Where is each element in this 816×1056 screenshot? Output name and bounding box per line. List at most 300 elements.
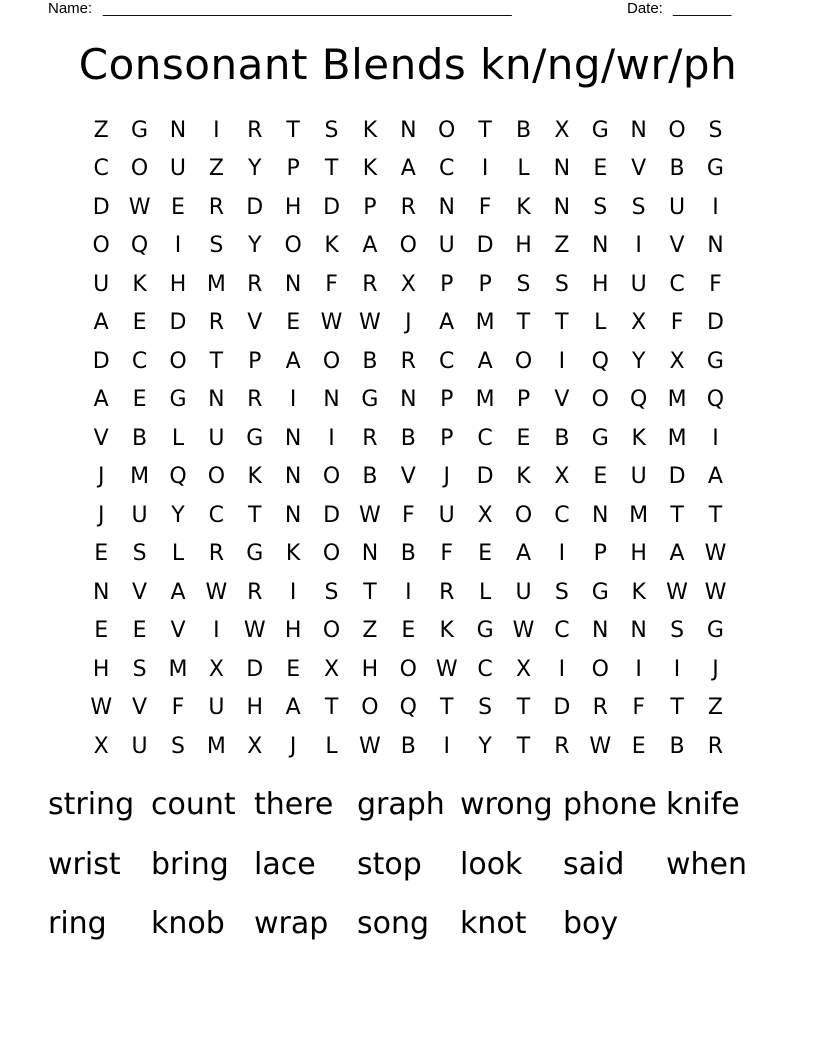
grid-letter[interactable]: W: [512, 618, 535, 644]
grid-letter[interactable]: H: [246, 695, 264, 721]
grid-letter[interactable]: W: [704, 579, 727, 605]
grid-letter[interactable]: W: [128, 194, 151, 220]
word-bank-item: knife: [666, 787, 740, 823]
grid-letter[interactable]: H: [92, 656, 110, 682]
grid-letter[interactable]: K: [439, 618, 454, 644]
grid-letter[interactable]: S: [593, 194, 608, 220]
grid-letter[interactable]: A: [707, 464, 723, 490]
grid-letter[interactable]: U: [438, 233, 455, 259]
grid-letter[interactable]: P: [478, 271, 492, 297]
grid-letter[interactable]: R: [208, 194, 225, 220]
grid-letter[interactable]: G: [591, 425, 609, 451]
grid-letter[interactable]: E: [132, 387, 147, 413]
grid-letter[interactable]: O: [399, 233, 417, 259]
grid-letter[interactable]: D: [668, 464, 686, 490]
grid-letter[interactable]: I: [174, 233, 182, 259]
grid-letter[interactable]: E: [593, 156, 608, 182]
grid-letter[interactable]: J: [443, 464, 450, 490]
grid-letter[interactable]: W: [359, 502, 381, 528]
grid-letter[interactable]: G: [246, 541, 264, 567]
grid-letter[interactable]: E: [94, 541, 109, 567]
grid-letter[interactable]: K: [285, 541, 301, 567]
name-field[interactable]: _________________________________________________: [103, 0, 512, 17]
grid-letter[interactable]: K: [362, 117, 378, 143]
grid-letter[interactable]: A: [515, 541, 532, 567]
grid-letter[interactable]: X: [515, 656, 532, 682]
grid-letter[interactable]: H: [284, 618, 302, 644]
grid-letter[interactable]: P: [440, 425, 454, 451]
grid-letter[interactable]: G: [591, 117, 609, 143]
grid-letter[interactable]: T: [363, 579, 377, 605]
grid-letter[interactable]: I: [635, 233, 642, 259]
word-bank-item: boy: [563, 906, 619, 942]
grid-letter[interactable]: O: [514, 348, 533, 374]
grid-letter[interactable]: S: [324, 579, 339, 605]
grid-letter[interactable]: D: [92, 348, 110, 374]
grid-letter[interactable]: A: [400, 156, 416, 182]
grid-letter[interactable]: O: [322, 541, 341, 567]
grid-letter[interactable]: O: [361, 695, 379, 721]
grid-letter[interactable]: G: [476, 618, 494, 644]
grid-letter[interactable]: C: [208, 502, 225, 528]
grid-letter[interactable]: U: [131, 502, 148, 528]
grid-letter[interactable]: N: [592, 618, 609, 644]
grid-letter[interactable]: I: [635, 656, 642, 682]
grid-letter[interactable]: L: [594, 310, 607, 336]
grid-letter[interactable]: V: [247, 310, 263, 336]
word-bank-item: there: [254, 787, 334, 823]
grid-letter[interactable]: C: [554, 502, 570, 528]
grid-letter[interactable]: F: [632, 695, 645, 721]
grid-letter[interactable]: F: [709, 271, 722, 297]
grid-letter[interactable]: V: [132, 579, 148, 605]
grid-letter[interactable]: W: [359, 310, 381, 336]
grid-letter[interactable]: Q: [630, 387, 648, 413]
grid-letter[interactable]: M: [168, 656, 188, 682]
grid-letter[interactable]: R: [208, 541, 225, 567]
grid-letter[interactable]: R: [362, 425, 378, 451]
grid-letter[interactable]: N: [553, 156, 571, 182]
grid-letter[interactable]: U: [169, 156, 187, 182]
grid-letter[interactable]: N: [438, 194, 455, 220]
grid-letter[interactable]: P: [440, 271, 454, 297]
grid-letter[interactable]: M: [206, 271, 226, 297]
grid-letter[interactable]: R: [400, 194, 416, 220]
grid-letter[interactable]: I: [328, 425, 335, 451]
grid-letter[interactable]: O: [591, 656, 609, 682]
grid-letter[interactable]: X: [477, 502, 493, 528]
grid-letter[interactable]: H: [592, 271, 609, 297]
grid-letter[interactable]: N: [323, 387, 340, 413]
grid-letter[interactable]: P: [516, 387, 531, 413]
grid-letter[interactable]: O: [322, 618, 341, 644]
grid-letter[interactable]: G: [706, 618, 724, 644]
grid-letter[interactable]: W: [205, 579, 228, 605]
grid-letter[interactable]: X: [324, 656, 340, 682]
grid-letter[interactable]: B: [669, 733, 685, 759]
grid-letter[interactable]: O: [591, 387, 609, 413]
grid-letter[interactable]: X: [208, 656, 224, 682]
grid-letter[interactable]: I: [213, 618, 220, 644]
grid-letter[interactable]: D: [553, 695, 571, 721]
grid-letter[interactable]: K: [631, 425, 646, 451]
grid-letter[interactable]: T: [670, 695, 684, 721]
word-bank-item: said: [563, 846, 625, 882]
grid-letter[interactable]: N: [169, 117, 187, 143]
grid-letter[interactable]: D: [169, 310, 187, 336]
grid-letter[interactable]: U: [208, 695, 225, 721]
grid-letter[interactable]: W: [589, 733, 612, 759]
grid-letter[interactable]: P: [286, 156, 300, 182]
grid-letter[interactable]: P: [363, 194, 377, 220]
grid-letter[interactable]: I: [405, 579, 412, 605]
grid-letter[interactable]: A: [285, 695, 301, 721]
grid-letter[interactable]: I: [558, 541, 566, 567]
grid-letter[interactable]: N: [592, 233, 609, 259]
grid-letter[interactable]: C: [439, 156, 455, 182]
grid-letter[interactable]: F: [478, 194, 492, 220]
grid-letter[interactable]: I: [712, 425, 719, 451]
grid-letter[interactable]: S: [631, 194, 646, 220]
grid-letter[interactable]: Q: [399, 695, 417, 721]
grid-letter[interactable]: A: [93, 310, 109, 336]
grid-letter[interactable]: X: [93, 733, 109, 759]
grid-letter[interactable]: Z: [707, 695, 723, 721]
grid-letter[interactable]: I: [289, 387, 297, 413]
grid-letter[interactable]: N: [92, 579, 110, 605]
grid-letter[interactable]: R: [247, 579, 263, 605]
grid-letter[interactable]: R: [439, 579, 455, 605]
grid-letter[interactable]: T: [324, 156, 339, 182]
grid-letter[interactable]: M: [475, 387, 495, 413]
grid-letter[interactable]: Y: [478, 733, 492, 759]
grid-letter[interactable]: S: [209, 233, 224, 259]
grid-letter[interactable]: B: [515, 117, 532, 143]
grid-letter[interactable]: Z: [93, 117, 109, 143]
grid-letter[interactable]: L: [171, 425, 185, 451]
grid-letter[interactable]: E: [401, 618, 416, 644]
grid-letter[interactable]: W: [666, 579, 688, 605]
grid-letter[interactable]: P: [440, 387, 454, 413]
grid-letter[interactable]: K: [631, 579, 646, 605]
grid-letter[interactable]: J: [712, 656, 719, 682]
grid-letter[interactable]: V: [669, 233, 685, 259]
grid-letter[interactable]: S: [324, 117, 339, 143]
grid-letter[interactable]: N: [400, 387, 417, 413]
grid-letter[interactable]: E: [593, 464, 608, 490]
grid-letter[interactable]: M: [667, 425, 687, 451]
grid-letter[interactable]: R: [592, 695, 608, 721]
grid-letter[interactable]: A: [362, 233, 378, 259]
grid-letter[interactable]: K: [324, 233, 339, 259]
grid-letter[interactable]: S: [132, 656, 147, 682]
grid-letter[interactable]: R: [247, 117, 263, 143]
grid-letter[interactable]: D: [476, 233, 494, 259]
grid-letter[interactable]: X: [554, 117, 570, 143]
grid-letter[interactable]: K: [362, 156, 378, 182]
grid-letter[interactable]: H: [515, 233, 532, 259]
grid-letter[interactable]: G: [361, 387, 379, 413]
grid-letter[interactable]: V: [93, 425, 109, 451]
grid-letter[interactable]: G: [591, 579, 609, 605]
grid-letter[interactable]: G: [706, 156, 724, 182]
grid-letter[interactable]: N: [707, 233, 724, 259]
grid-letter[interactable]: A: [669, 541, 685, 567]
grid-letter[interactable]: G: [131, 117, 149, 143]
grid-letter[interactable]: W: [90, 695, 113, 721]
grid-letter[interactable]: J: [289, 733, 297, 759]
grid-letter[interactable]: A: [477, 348, 493, 374]
grid-letter[interactable]: W: [435, 656, 458, 682]
grid-letter[interactable]: A: [285, 348, 301, 374]
grid-letter[interactable]: T: [708, 502, 723, 528]
grid-letter[interactable]: T: [555, 310, 569, 336]
grid-letter[interactable]: B: [400, 425, 416, 451]
grid-letter[interactable]: C: [554, 618, 570, 644]
grid-letter[interactable]: I: [481, 156, 489, 182]
grid-letter[interactable]: G: [246, 425, 264, 451]
grid-letter[interactable]: N: [208, 387, 225, 413]
grid-letter[interactable]: C: [93, 156, 109, 182]
grid-letter[interactable]: Z: [208, 156, 224, 182]
grid-letter[interactable]: R: [400, 348, 416, 374]
grid-letter[interactable]: V: [132, 695, 148, 721]
grid-letter[interactable]: P: [593, 541, 607, 567]
grid-letter[interactable]: I: [289, 579, 297, 605]
grid-letter[interactable]: X: [247, 733, 263, 759]
grid-letter[interactable]: V: [170, 618, 186, 644]
grid-letter[interactable]: F: [171, 695, 185, 721]
grid-letter[interactable]: U: [669, 194, 686, 220]
grid-letter[interactable]: T: [670, 502, 684, 528]
grid-letter[interactable]: O: [92, 233, 110, 259]
grid-letter[interactable]: L: [517, 156, 530, 182]
grid-letter[interactable]: C: [131, 348, 148, 374]
grid-letter[interactable]: T: [324, 695, 339, 721]
grid-letter[interactable]: B: [554, 425, 570, 451]
grid-letter[interactable]: V: [554, 387, 570, 413]
grid-letter[interactable]: N: [284, 425, 302, 451]
grid-letter[interactable]: U: [515, 579, 532, 605]
grid-letter[interactable]: J: [405, 310, 412, 336]
grid-letter[interactable]: S: [554, 271, 569, 297]
grid-letter[interactable]: N: [284, 271, 302, 297]
grid-letter[interactable]: O: [322, 348, 341, 374]
grid-letter[interactable]: E: [631, 733, 646, 759]
grid-letter[interactable]: D: [246, 656, 264, 682]
grid-letter[interactable]: U: [131, 733, 148, 759]
grid-letter[interactable]: O: [514, 502, 533, 528]
grid-letter[interactable]: M: [629, 502, 649, 528]
grid-letter[interactable]: S: [170, 733, 185, 759]
grid-letter[interactable]: G: [706, 348, 724, 374]
grid-letter[interactable]: N: [630, 618, 647, 644]
grid-letter[interactable]: W: [704, 541, 727, 567]
grid-letter[interactable]: X: [631, 310, 647, 336]
grid-letter[interactable]: K: [516, 194, 531, 220]
grid-letter[interactable]: T: [439, 695, 454, 721]
grid-letter[interactable]: T: [248, 502, 262, 528]
grid-letter[interactable]: I: [558, 348, 566, 374]
grid-letter[interactable]: Q: [169, 464, 187, 490]
grid-letter[interactable]: Z: [554, 233, 570, 259]
grid-letter[interactable]: S: [708, 117, 723, 143]
grid-letter[interactable]: D: [323, 502, 341, 528]
grid-letter[interactable]: E: [132, 310, 147, 336]
grid-letter[interactable]: O: [284, 233, 302, 259]
grid-letter[interactable]: N: [630, 117, 647, 143]
grid-letter[interactable]: O: [207, 464, 226, 490]
grid-letter[interactable]: Q: [706, 387, 725, 413]
grid-letter[interactable]: R: [554, 733, 570, 759]
grid-letter[interactable]: I: [673, 656, 681, 682]
word-bank-item: wrong: [460, 787, 553, 823]
grid-letter[interactable]: E: [171, 194, 185, 220]
word-bank: [48, 775, 768, 954]
grid-letter[interactable]: X: [669, 348, 685, 374]
grid-letter[interactable]: W: [359, 733, 381, 759]
grid-letter[interactable]: I: [712, 194, 719, 220]
grid-letter[interactable]: D: [476, 464, 494, 490]
grid-letter[interactable]: D: [706, 310, 724, 336]
grid-letter[interactable]: V: [631, 156, 647, 182]
grid-letter[interactable]: F: [325, 271, 338, 297]
grid-letter[interactable]: O: [130, 156, 149, 182]
grid-letter[interactable]: O: [668, 117, 686, 143]
grid-letter[interactable]: G: [169, 387, 187, 413]
grid-letter[interactable]: J: [97, 464, 105, 490]
grid-letter[interactable]: U: [630, 464, 647, 490]
grid-letter[interactable]: W: [320, 310, 343, 336]
grid-letter[interactable]: H: [284, 194, 302, 220]
grid-letter[interactable]: O: [169, 348, 187, 374]
grid-letter[interactable]: I: [443, 733, 450, 759]
grid-letter[interactable]: U: [208, 425, 225, 451]
grid-letter[interactable]: E: [132, 618, 147, 644]
grid-letter[interactable]: S: [478, 695, 493, 721]
grid-letter[interactable]: R: [247, 271, 263, 297]
word-bank-item: wrap: [254, 906, 329, 942]
grid-letter[interactable]: H: [630, 541, 647, 567]
grid-letter[interactable]: B: [362, 348, 378, 374]
grid-letter[interactable]: B: [400, 733, 416, 759]
grid-letter[interactable]: E: [286, 310, 301, 336]
grid-letter[interactable]: Z: [362, 618, 378, 644]
grid-letter[interactable]: C: [477, 425, 493, 451]
grid-letter[interactable]: N: [592, 502, 609, 528]
grid-letter[interactable]: T: [516, 310, 531, 336]
grid-letter[interactable]: N: [284, 502, 302, 528]
grid-letter[interactable]: S: [516, 271, 531, 297]
grid-letter[interactable]: B: [362, 464, 378, 490]
grid-letter[interactable]: S: [554, 579, 569, 605]
grid-letter[interactable]: O: [322, 464, 341, 490]
grid-letter[interactable]: F: [670, 310, 684, 336]
grid-letter[interactable]: I: [213, 117, 220, 143]
grid-letter[interactable]: N: [553, 194, 571, 220]
grid-letter[interactable]: A: [93, 387, 109, 413]
grid-letter[interactable]: K: [132, 271, 147, 297]
grid-letter[interactable]: R: [362, 271, 378, 297]
grid-letter[interactable]: R: [208, 310, 225, 336]
grid-letter[interactable]: W: [243, 618, 266, 644]
grid-letter[interactable]: U: [93, 271, 110, 297]
grid-letter[interactable]: E: [94, 618, 109, 644]
word-bank-item: stop: [357, 846, 422, 882]
grid-letter[interactable]: L: [171, 541, 185, 567]
grid-letter[interactable]: N: [400, 117, 417, 143]
grid-letter[interactable]: L: [325, 733, 338, 759]
grid-letter[interactable]: A: [439, 310, 455, 336]
grid-letter[interactable]: B: [669, 156, 685, 182]
grid-letter[interactable]: T: [478, 117, 492, 143]
grid-letter[interactable]: D: [323, 194, 341, 220]
grid-letter[interactable]: E: [516, 425, 531, 451]
grid-letter[interactable]: D: [246, 194, 264, 220]
grid-letter[interactable]: S: [670, 618, 685, 644]
grid-letter[interactable]: T: [286, 117, 300, 143]
grid-letter[interactable]: P: [248, 348, 262, 374]
grid-letter[interactable]: C: [477, 656, 493, 682]
grid-letter[interactable]: Y: [631, 348, 646, 374]
grid-letter[interactable]: Y: [248, 233, 262, 259]
grid-letter[interactable]: N: [361, 541, 379, 567]
grid-letter[interactable]: F: [401, 502, 415, 528]
grid-letter[interactable]: C: [669, 271, 685, 297]
grid-letter[interactable]: T: [516, 695, 531, 721]
grid-letter[interactable]: U: [438, 502, 455, 528]
grid-letter[interactable]: Y: [171, 502, 185, 528]
grid-letter[interactable]: K: [516, 464, 531, 490]
grid-letter[interactable]: I: [558, 656, 566, 682]
grid-letter[interactable]: N: [284, 464, 302, 490]
grid-letter[interactable]: J: [97, 502, 105, 528]
grid-letter[interactable]: O: [438, 117, 456, 143]
grid-letter[interactable]: D: [92, 194, 110, 220]
grid-letter[interactable]: B: [400, 541, 416, 567]
grid-letter[interactable]: M: [667, 387, 687, 413]
grid-letter[interactable]: F: [440, 541, 454, 567]
grid-letter[interactable]: Y: [248, 156, 262, 182]
grid-letter[interactable]: K: [247, 464, 262, 490]
date-field[interactable]: _______: [673, 0, 732, 17]
grid-letter[interactable]: C: [439, 348, 455, 374]
grid-letter[interactable]: E: [286, 656, 301, 682]
grid-letter[interactable]: X: [554, 464, 570, 490]
grid-letter[interactable]: Q: [130, 233, 149, 259]
grid-letter[interactable]: Q: [591, 348, 609, 374]
grid-letter[interactable]: M: [475, 310, 495, 336]
grid-letter[interactable]: T: [516, 733, 531, 759]
grid-letter[interactable]: M: [206, 733, 226, 759]
grid-letter[interactable]: H: [169, 271, 187, 297]
grid-letter[interactable]: X: [400, 271, 416, 297]
grid-letter[interactable]: U: [630, 271, 647, 297]
grid-letter[interactable]: B: [132, 425, 148, 451]
grid-letter[interactable]: O: [399, 656, 417, 682]
grid-letter[interactable]: M: [130, 464, 150, 490]
word-bank-item: knob: [151, 906, 225, 942]
grid-letter[interactable]: S: [132, 541, 147, 567]
grid-letter[interactable]: R: [247, 387, 263, 413]
grid-letter[interactable]: L: [478, 579, 492, 605]
grid-letter[interactable]: E: [478, 541, 493, 567]
grid-letter[interactable]: A: [170, 579, 186, 605]
grid-letter[interactable]: V: [400, 464, 416, 490]
grid-letter[interactable]: H: [361, 656, 379, 682]
grid-letter[interactable]: R: [707, 733, 724, 759]
grid-letter[interactable]: T: [209, 348, 224, 374]
